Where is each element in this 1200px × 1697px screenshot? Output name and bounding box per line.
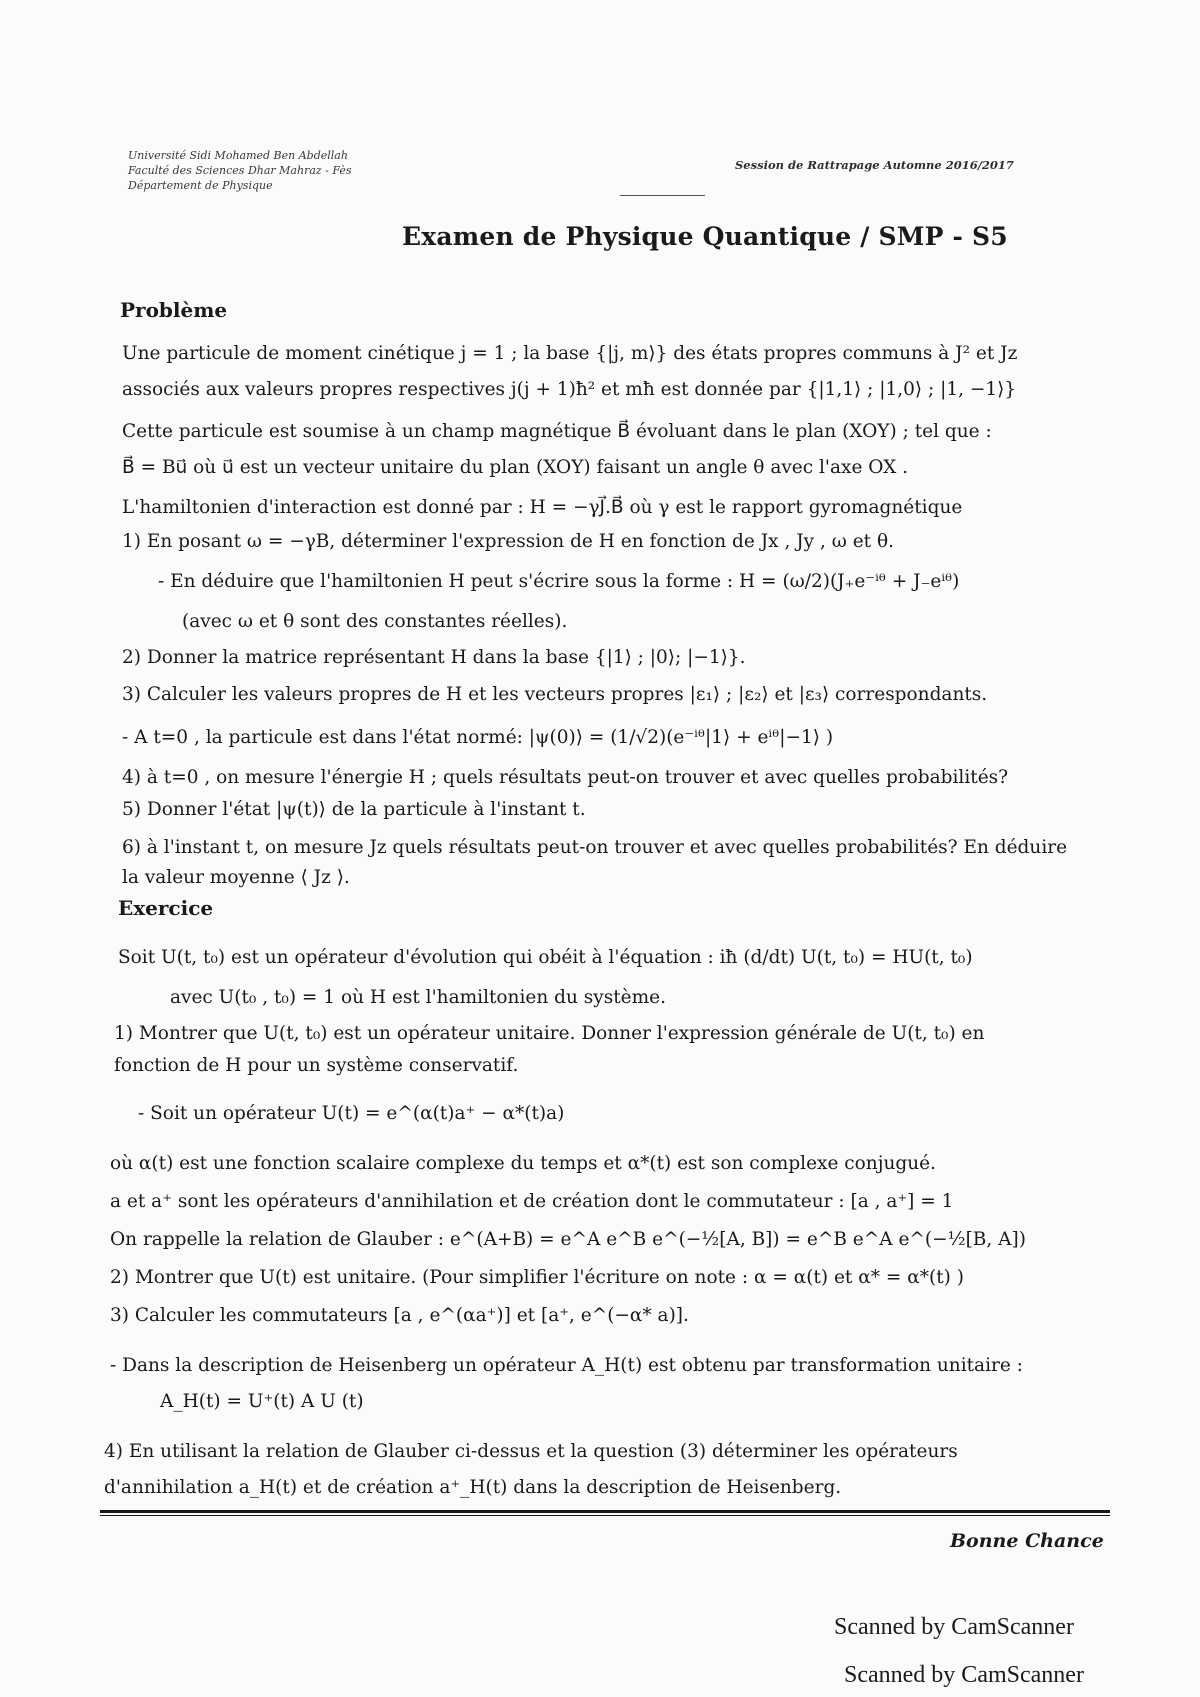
exercice-heading: Exercice (118, 896, 214, 920)
session-label: Session de Rattrapage Automne 2016/2017 (735, 158, 1014, 172)
header-divider (620, 195, 705, 196)
exercice-line-glauber: On rappelle la relation de Glauber : e^(A+B) = e^A e^B e^(−½[A, B]) = e^B e^A e^(−½[B, A]) (110, 1229, 1026, 1250)
exercice-heisenberg-def: A_H(t) = U⁺(t) A U (t) (160, 1391, 364, 1412)
probleme-line-1: Une particule de moment cinétique j = 1 ; la base {|j, m⟩} des états propres communs à J² et Jz (122, 343, 1018, 364)
exam-title: Examen de Physique Quantique / SMP - S5 (402, 222, 1008, 251)
probleme-question-1-deduce: - En déduire que l'hamiltonien H peut s'écrire sous la forme : H = (ω/2)(J₊e⁻ⁱᶿ + J₋eⁱᶿ) (158, 571, 960, 592)
exercice-question-1-cont: fonction de H pour un système conservatif. (114, 1055, 519, 1076)
probleme-line-3: Cette particule est soumise à un champ magnétique B⃗ évoluant dans le plan (XOY) ; tel que : (122, 421, 992, 442)
exercice-operator-def: - Soit un opérateur U(t) = e^(α(t)a⁺ − α*(t)a) (138, 1103, 565, 1124)
probleme-question-3: 3) Calculer les valeurs propres de H et les vecteurs propres |ε₁⟩ ; |ε₂⟩ et |ε₃⟩ correspondants. (122, 684, 988, 705)
probleme-line-constants: (avec ω et θ sont des constantes réelles). (182, 611, 568, 632)
institution-header (128, 148, 352, 193)
probleme-question-6: 6) à l'instant t, on mesure Jz quels résultats peut-on trouver et avec quelles probabilités? En déduire (122, 837, 1068, 858)
bottom-divider (100, 1510, 1110, 1513)
probleme-question-4: 4) à t=0 , on mesure l'énergie H ; quels résultats peut-on trouver et avec quelles probabilités? (122, 767, 1009, 788)
exercice-question-3: 3) Calculer les commutateurs [a , e^(αa⁺)] et [a⁺, e^(−α* a)]. (110, 1305, 689, 1326)
exercice-line-2: avec U(t₀ , t₀) = 1 où H est l'hamiltonien du système. (170, 987, 666, 1008)
exercice-heisenberg-intro: - Dans la description de Heisenberg un opérateur A_H(t) est obtenu par transformation unitaire : (110, 1355, 1023, 1376)
exercice-question-4-cont: d'annihilation a_H(t) et de création a⁺_H(t) dans la description de Heisenberg. (104, 1477, 842, 1498)
probleme-question-5: 5) Donner l'état |ψ(t)⟩ de la particule à l'instant t. (122, 799, 586, 820)
probleme-line-4: B⃗ = Bu⃗ où u⃗ est un vecteur unitaire du plan (XOY) faisant un angle θ avec l'axe OX . (122, 457, 909, 478)
probleme-initial-state: - A t=0 , la particule est dans l'état normé: |ψ(0)⟩ = (1/√2)(e⁻ⁱᶿ|1⟩ + eⁱᶿ|−1⟩ ) (122, 727, 834, 748)
probleme-heading: Problème (120, 298, 228, 322)
exercice-line-alpha: où α(t) est une fonction scalaire complexe du temps et α*(t) est son complexe conjugué. (110, 1153, 936, 1174)
exercice-line-commutator: a et a⁺ sont les opérateurs d'annihilation et de création dont le commutateur : [a , a⁺] = 1 (110, 1191, 954, 1212)
university-name: Université Sidi Mohamed Ben Abdellah (128, 149, 348, 162)
probleme-line-5: L'hamiltonien d'interaction est donné par : H = −γJ⃗.B⃗ où γ est le rapport gyromagnétique (122, 497, 963, 518)
probleme-question-6-cont: la valeur moyenne ⟨ Jz ⟩. (122, 867, 350, 888)
department-name: Département de Physique (128, 179, 273, 192)
scan-watermark-2: Scanned by CamScanner (844, 1662, 1084, 1688)
exercice-question-4: 4) En utilisant la relation de Glauber ci-dessus et la question (3) déterminer les opérateurs (104, 1441, 958, 1462)
scan-watermark-1: Scanned by CamScanner (834, 1614, 1074, 1640)
bottom-divider-thin (100, 1515, 1110, 1516)
probleme-line-2: associés aux valeurs propres respectives j(j + 1)ħ² et mħ est donnée par {|1,1⟩ ; |1,0⟩ ; |1, −1⟩} (122, 379, 1017, 400)
exercice-question-1: 1) Montrer que U(t, t₀) est un opérateur unitaire. Donner l'expression générale de U(t, t₀) en (114, 1023, 985, 1044)
probleme-question-2: 2) Donner la matrice représentant H dans la base {|1⟩ ; |0⟩; |−1⟩}. (122, 647, 746, 668)
exercice-line-1: Soit U(t, t₀) est un opérateur d'évolution qui obéit à l'équation : iħ (d/dt) U(t, t₀) = HU(t, t₀) (118, 947, 973, 968)
faculty-name: Faculté des Sciences Dhar Mahraz - Fès (128, 164, 352, 177)
bonne-chance: Bonne Chance (950, 1530, 1104, 1552)
exercice-question-2: 2) Montrer que U(t) est unitaire. (Pour simplifier l'écriture on note : α = α(t) et α* = α*(t) ) (110, 1267, 964, 1288)
probleme-question-1: 1) En posant ω = −γB, déterminer l'expression de H en fonction de Jx , Jy , ω et θ. (122, 531, 894, 552)
